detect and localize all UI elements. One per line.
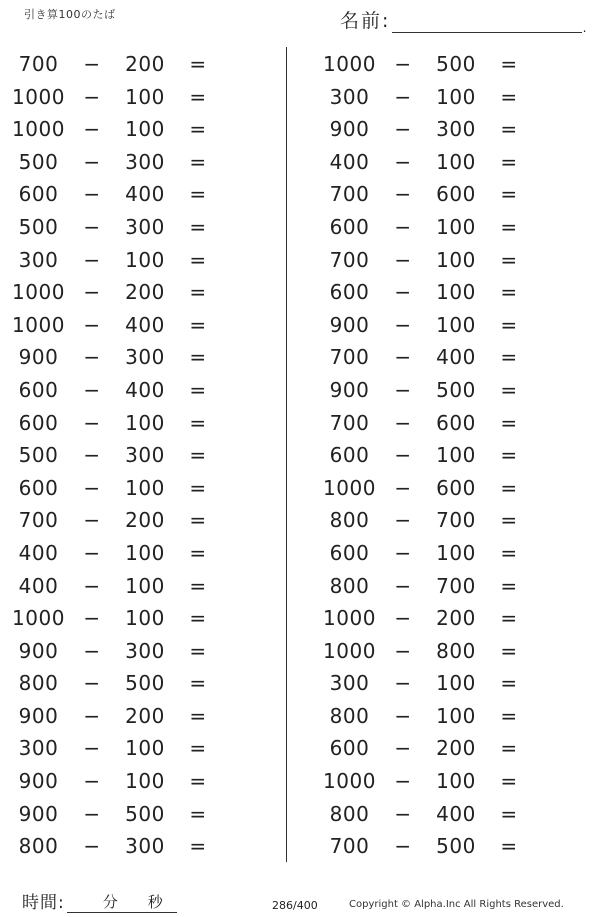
problem-row xyxy=(311,830,581,863)
minuend: 700 xyxy=(329,410,370,435)
equals-sign: = xyxy=(189,312,207,337)
problem-row xyxy=(0,732,270,765)
minus-sign: − xyxy=(83,443,101,468)
subtrahend: 800 xyxy=(436,638,476,663)
subtrahend: 600 xyxy=(436,410,476,435)
minuend: 600 xyxy=(329,736,370,761)
subtrahend: 300 xyxy=(125,638,165,663)
problem-row xyxy=(0,504,270,537)
equals-sign: = xyxy=(500,182,518,207)
minus-sign: − xyxy=(83,84,101,109)
minus-sign: − xyxy=(83,247,101,272)
problem-row xyxy=(0,341,270,374)
minus-sign: − xyxy=(83,117,101,142)
subtrahend: 100 xyxy=(436,540,476,565)
problem-row xyxy=(311,798,581,831)
subtrahend: 100 xyxy=(125,247,165,272)
minuend: 1000 xyxy=(12,312,65,337)
subtrahend: 300 xyxy=(125,149,165,174)
minus-sign: − xyxy=(83,638,101,663)
problem-row xyxy=(0,178,270,211)
minuend: 500 xyxy=(18,443,59,468)
equals-sign: = xyxy=(189,801,207,826)
subtrahend: 200 xyxy=(436,606,476,631)
equals-sign: = xyxy=(500,736,518,761)
minus-sign: − xyxy=(83,182,101,207)
minuend: 600 xyxy=(18,410,59,435)
problem-row xyxy=(0,244,270,277)
problem-row xyxy=(0,211,270,244)
subtrahend: 100 xyxy=(436,671,476,696)
problem-row xyxy=(0,309,270,342)
problem-row xyxy=(311,244,581,277)
equals-sign: = xyxy=(500,671,518,696)
problem-row xyxy=(311,341,581,374)
equals-sign: = xyxy=(500,703,518,728)
minus-sign: − xyxy=(83,52,101,76)
subtrahend: 300 xyxy=(125,834,165,859)
problem-row xyxy=(0,830,270,863)
problem-row xyxy=(311,309,581,342)
minus-sign: − xyxy=(394,214,412,239)
minus-sign: − xyxy=(394,149,412,174)
minus-sign: − xyxy=(83,475,101,500)
equals-sign: = xyxy=(500,345,518,370)
page-number: 286/400 xyxy=(272,899,318,912)
minus-sign: − xyxy=(394,345,412,370)
equals-sign: = xyxy=(500,508,518,533)
minuend: 500 xyxy=(18,149,59,174)
minus-sign: − xyxy=(394,84,412,109)
minus-sign: − xyxy=(394,312,412,337)
problem-row xyxy=(0,765,270,798)
time-label: 時間: xyxy=(22,893,65,913)
problem-row xyxy=(311,667,581,700)
problem-row xyxy=(0,798,270,831)
minus-sign: − xyxy=(83,801,101,826)
subtrahend: 100 xyxy=(125,410,165,435)
minus-sign: − xyxy=(394,52,412,76)
problem-row xyxy=(0,374,270,407)
minus-sign: − xyxy=(394,443,412,468)
problem-row xyxy=(0,537,270,570)
minutes-label: 分 xyxy=(102,893,118,911)
minus-sign: − xyxy=(83,149,101,174)
subtrahend: 300 xyxy=(436,117,476,142)
equals-sign: = xyxy=(500,834,518,859)
subtrahend: 500 xyxy=(125,671,165,696)
minus-sign: − xyxy=(394,736,412,761)
left-problem-column xyxy=(0,48,270,863)
equals-sign: = xyxy=(189,280,207,305)
time-blank-line xyxy=(67,892,177,913)
minuend: 300 xyxy=(329,84,370,109)
time-area xyxy=(22,888,177,913)
problem-row xyxy=(0,276,270,309)
minuend: 600 xyxy=(329,280,370,305)
equals-sign: = xyxy=(500,84,518,109)
equals-sign: = xyxy=(189,540,207,565)
equals-sign: = xyxy=(500,247,518,272)
minus-sign: − xyxy=(394,508,412,533)
minus-sign: − xyxy=(83,345,101,370)
minuend: 600 xyxy=(18,182,59,207)
minus-sign: − xyxy=(83,377,101,402)
problem-row xyxy=(0,48,270,81)
subtrahend: 300 xyxy=(125,345,165,370)
minuend: 1000 xyxy=(12,606,65,631)
minuend: 1000 xyxy=(323,606,376,631)
problem-row xyxy=(0,439,270,472)
minus-sign: − xyxy=(394,769,412,794)
subtrahend: 200 xyxy=(125,703,165,728)
name-area xyxy=(340,6,587,35)
minuend: 900 xyxy=(329,117,370,142)
minuend: 600 xyxy=(18,475,59,500)
equals-sign: = xyxy=(189,182,207,207)
equals-sign: = xyxy=(500,149,518,174)
subtrahend: 100 xyxy=(125,606,165,631)
minus-sign: − xyxy=(394,117,412,142)
minuend: 700 xyxy=(329,182,370,207)
minuend: 1000 xyxy=(323,475,376,500)
problem-row xyxy=(311,178,581,211)
minuend: 800 xyxy=(18,834,59,859)
subtrahend: 100 xyxy=(125,736,165,761)
problem-row xyxy=(311,602,581,635)
equals-sign: = xyxy=(500,475,518,500)
minuend: 700 xyxy=(18,52,59,76)
problem-row xyxy=(311,504,581,537)
problem-row xyxy=(0,700,270,733)
copyright-notice: Copyright © Alpha.Inc All Rights Reserved. xyxy=(349,899,564,910)
minuend: 900 xyxy=(18,801,59,826)
subtrahend: 100 xyxy=(125,475,165,500)
equals-sign: = xyxy=(500,117,518,142)
subtrahend: 500 xyxy=(436,377,476,402)
subtrahend: 700 xyxy=(436,508,476,533)
equals-sign: = xyxy=(500,214,518,239)
problem-row xyxy=(311,570,581,603)
equals-sign: = xyxy=(189,671,207,696)
minuend: 1000 xyxy=(323,638,376,663)
equals-sign: = xyxy=(189,606,207,631)
minus-sign: − xyxy=(83,214,101,239)
subtrahend: 100 xyxy=(436,769,476,794)
subtrahend: 200 xyxy=(125,280,165,305)
minuend: 300 xyxy=(18,736,59,761)
minus-sign: − xyxy=(83,573,101,598)
problem-row xyxy=(311,407,581,440)
minuend: 600 xyxy=(329,540,370,565)
seconds-label: 秒 xyxy=(147,893,163,911)
minuend: 400 xyxy=(18,540,59,565)
minuend: 500 xyxy=(18,214,59,239)
equals-sign: = xyxy=(500,606,518,631)
equals-sign: = xyxy=(189,149,207,174)
equals-sign: = xyxy=(189,769,207,794)
minus-sign: − xyxy=(83,410,101,435)
minus-sign: − xyxy=(83,769,101,794)
minus-sign: − xyxy=(83,834,101,859)
minuend: 600 xyxy=(329,214,370,239)
subtrahend: 100 xyxy=(436,149,476,174)
problem-row xyxy=(0,667,270,700)
subtrahend: 100 xyxy=(436,312,476,337)
minuend: 400 xyxy=(329,149,370,174)
minuend: 700 xyxy=(329,834,370,859)
subtrahend: 300 xyxy=(125,214,165,239)
minus-sign: − xyxy=(394,606,412,631)
equals-sign: = xyxy=(500,410,518,435)
subtrahend: 100 xyxy=(125,84,165,109)
problem-row xyxy=(0,472,270,505)
minus-sign: − xyxy=(394,573,412,598)
equals-sign: = xyxy=(189,443,207,468)
equals-sign: = xyxy=(189,214,207,239)
minus-sign: − xyxy=(83,736,101,761)
column-divider xyxy=(286,47,287,862)
equals-sign: = xyxy=(189,573,207,598)
minus-sign: − xyxy=(394,182,412,207)
minuend: 900 xyxy=(18,703,59,728)
minuend: 800 xyxy=(329,508,370,533)
name-label: 名前: xyxy=(340,10,391,32)
minuend: 1000 xyxy=(323,769,376,794)
equals-sign: = xyxy=(189,475,207,500)
problem-row xyxy=(311,439,581,472)
name-blank-line xyxy=(392,10,587,35)
problem-row xyxy=(0,81,270,114)
minus-sign: − xyxy=(394,377,412,402)
problem-row xyxy=(311,700,581,733)
equals-sign: = xyxy=(500,540,518,565)
minus-sign: − xyxy=(83,508,101,533)
subtrahend: 400 xyxy=(436,801,476,826)
minuend: 600 xyxy=(18,377,59,402)
equals-sign: = xyxy=(500,769,518,794)
problem-row xyxy=(311,635,581,668)
problem-row xyxy=(311,113,581,146)
subtrahend: 100 xyxy=(125,573,165,598)
problem-row xyxy=(0,146,270,179)
minus-sign: − xyxy=(394,638,412,663)
equals-sign: = xyxy=(189,736,207,761)
minuend: 1000 xyxy=(12,280,65,305)
minus-sign: − xyxy=(394,834,412,859)
equals-sign: = xyxy=(189,703,207,728)
minuend: 900 xyxy=(329,312,370,337)
equals-sign: = xyxy=(500,573,518,598)
subtrahend: 700 xyxy=(436,573,476,598)
subtrahend: 100 xyxy=(436,443,476,468)
problem-row xyxy=(311,732,581,765)
worksheet-title: 引き算100のたば xyxy=(24,8,116,21)
minus-sign: − xyxy=(394,801,412,826)
subtrahend: 100 xyxy=(436,280,476,305)
problem-row xyxy=(311,765,581,798)
subtrahend: 100 xyxy=(436,214,476,239)
equals-sign: = xyxy=(189,508,207,533)
problem-row xyxy=(311,374,581,407)
subtrahend: 200 xyxy=(436,736,476,761)
subtrahend: 100 xyxy=(436,84,476,109)
minuend: 800 xyxy=(18,671,59,696)
subtrahend: 200 xyxy=(125,52,165,76)
minus-sign: − xyxy=(83,540,101,565)
problem-row xyxy=(311,472,581,505)
subtrahend: 100 xyxy=(125,769,165,794)
problem-row xyxy=(0,635,270,668)
problem-row xyxy=(0,407,270,440)
problem-row xyxy=(311,81,581,114)
subtrahend: 100 xyxy=(125,117,165,142)
minuend: 700 xyxy=(329,345,370,370)
problem-row xyxy=(311,146,581,179)
equals-sign: = xyxy=(189,345,207,370)
equals-sign: = xyxy=(500,377,518,402)
equals-sign: = xyxy=(500,801,518,826)
equals-sign: = xyxy=(189,834,207,859)
minuend: 800 xyxy=(329,703,370,728)
minus-sign: − xyxy=(394,247,412,272)
equals-sign: = xyxy=(189,410,207,435)
minuend: 900 xyxy=(18,769,59,794)
equals-sign: = xyxy=(189,52,207,76)
equals-sign: = xyxy=(189,638,207,663)
subtrahend: 500 xyxy=(436,52,476,76)
problem-row xyxy=(311,276,581,309)
equals-sign: = xyxy=(189,117,207,142)
problem-row xyxy=(311,211,581,244)
subtrahend: 600 xyxy=(436,182,476,207)
minus-sign: − xyxy=(394,671,412,696)
subtrahend: 500 xyxy=(125,801,165,826)
subtrahend: 400 xyxy=(436,345,476,370)
problem-row xyxy=(0,602,270,635)
subtrahend: 100 xyxy=(436,703,476,728)
minuend: 600 xyxy=(329,443,370,468)
minuend: 1000 xyxy=(12,84,65,109)
minuend: 800 xyxy=(329,573,370,598)
minus-sign: − xyxy=(83,671,101,696)
subtrahend: 400 xyxy=(125,312,165,337)
minus-sign: − xyxy=(394,475,412,500)
equals-sign: = xyxy=(500,280,518,305)
equals-sign: = xyxy=(189,377,207,402)
minuend: 800 xyxy=(329,801,370,826)
minuend: 900 xyxy=(18,638,59,663)
minus-sign: − xyxy=(394,280,412,305)
problem-row xyxy=(0,570,270,603)
equals-sign: = xyxy=(500,638,518,663)
subtrahend: 200 xyxy=(125,508,165,533)
right-problem-column xyxy=(311,48,581,863)
name-line-end-mark: . xyxy=(582,21,587,35)
equals-sign: = xyxy=(189,247,207,272)
minuend: 700 xyxy=(18,508,59,533)
minuend: 300 xyxy=(329,671,370,696)
minus-sign: − xyxy=(83,280,101,305)
problem-row xyxy=(311,48,581,81)
subtrahend: 100 xyxy=(436,247,476,272)
minus-sign: − xyxy=(83,312,101,337)
minus-sign: − xyxy=(394,703,412,728)
problem-row xyxy=(311,537,581,570)
minuend: 700 xyxy=(329,247,370,272)
minuend: 300 xyxy=(18,247,59,272)
subtrahend: 500 xyxy=(436,834,476,859)
problem-row xyxy=(0,113,270,146)
minus-sign: − xyxy=(83,606,101,631)
minuend: 1000 xyxy=(323,52,376,76)
subtrahend: 600 xyxy=(436,475,476,500)
subtrahend: 300 xyxy=(125,443,165,468)
minuend: 900 xyxy=(18,345,59,370)
subtrahend: 100 xyxy=(125,540,165,565)
minuend: 400 xyxy=(18,573,59,598)
equals-sign: = xyxy=(500,52,518,76)
minuend: 1000 xyxy=(12,117,65,142)
minus-sign: − xyxy=(83,703,101,728)
subtrahend: 400 xyxy=(125,377,165,402)
minus-sign: − xyxy=(394,540,412,565)
minuend: 900 xyxy=(329,377,370,402)
minus-sign: − xyxy=(394,410,412,435)
equals-sign: = xyxy=(500,312,518,337)
equals-sign: = xyxy=(500,443,518,468)
equals-sign: = xyxy=(189,84,207,109)
subtrahend: 400 xyxy=(125,182,165,207)
